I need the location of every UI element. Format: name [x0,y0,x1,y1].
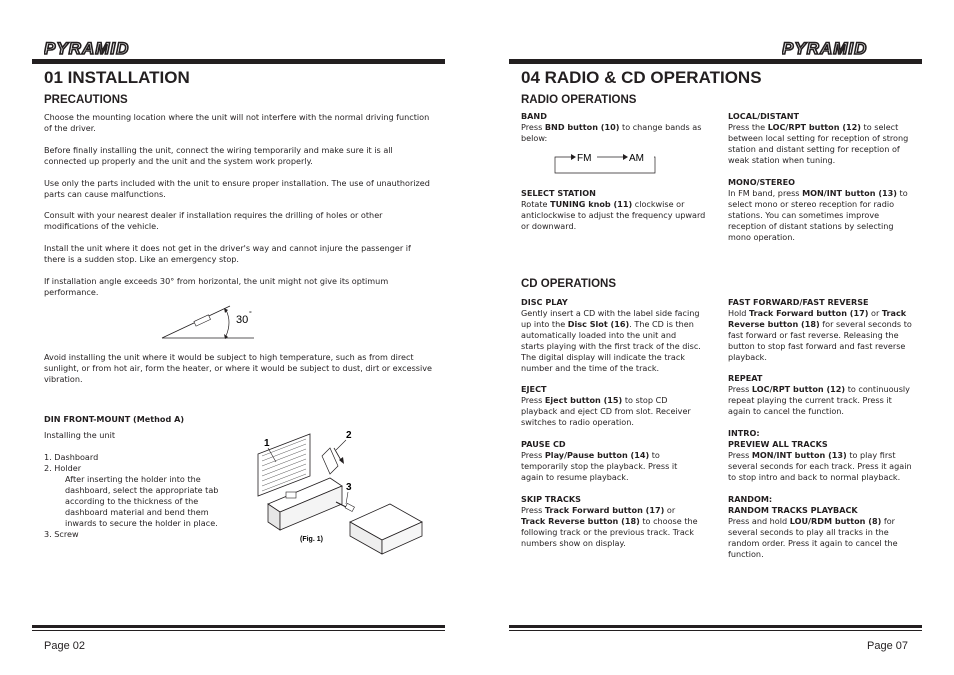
logo-text: PYRAMID [782,39,868,58]
din-intro: Installing the unit [44,430,115,440]
din-mount-figure [250,426,425,556]
logo-text: PYRAMID [44,39,130,58]
avoid-paragraph: Avoid installing the unit where it would be subject to high temperature, such as from direct sunlight, or from hot air, form the heater, or where it would be subject to dust, dirt or excessive vibration. [44,352,433,384]
precaution-paragraph: Install the unit where it does not get in the driver's way and cannot injure the passenger if there is a sudden stop. Like an emergency stop. [44,243,411,264]
pyramid-logo [44,38,172,58]
section-title: 04 RADIO & CD OPERATIONS [521,68,762,87]
page-number: Page 07 [867,640,908,652]
svg-text:°: ° [249,311,252,318]
select-station-block: SELECT STATION Rotate TUNING knob (11) clockwise or anticlockwise to adjust the frequency upward or downward. [521,188,706,231]
precaution-paragraph: Use only the parts included with the unit to ensure proper installation. The use of unauthorized parts can cause malfunctions. [44,178,430,199]
din-heading: DIN FRONT-MOUNT (Method A) [44,414,185,424]
precaution-paragraph: Before finally installing the unit, connect the wiring temporarily and make sure it is all connected up properly and the unit and the system work properly. [44,145,393,166]
top-rule [509,59,922,64]
band-block: BAND Press BND button (10) to change bands as below: [521,111,702,143]
top-rule [32,59,445,64]
section-title: 01 INSTALLATION [44,68,190,87]
precaution-paragraph: Consult with your nearest dealer if installation requires the drilling of holes or other modifications of the vehicle. [44,210,383,231]
din-item-holder-detail: After inserting the holder into the dashboard, select the appropriate tab according to the thickness of the dashboard material and bend them inwards to secure the holder in place. [65,474,219,528]
eject-block: EJECT Press Eject button (15) to stop CD playback and eject CD from slot. Receiver switches to radio operation. [521,384,691,427]
din-item-dashboard: 1. Dashboard [44,452,99,462]
random-block: RANDOM: RANDOM TRACKS PLAYBACK Press and hold LOU/RDM button (8) for several seconds to play all tracks in the random order. Press it again to cancel the function. [728,494,898,559]
angle-figure [158,300,258,342]
disc-play-block: DISC PLAY Gently insert a CD with the label side facing up into the Disc Slot (16). The CD is then automatically loaded into the unit and starts playing with the first track of the disc. The digital display will indicate the track number and the time of the track. [521,297,701,373]
local-distant-block: LOCAL/DISTANT Press the LOC/RPT button (12) to select between local setting for reception of strong station and distant setting for reception of weak station when tuning. [728,111,909,165]
right-page [477,0,954,675]
angle-label: 30 [236,314,249,326]
band-am: AM [629,153,644,164]
skip-tracks-block: SKIP TRACKS Press Track Forward button (17) or Track Reverse button (18) to choose the following track or the previous track. Track numbers show on display. [521,494,698,548]
band-fm: FM [577,153,592,164]
precautions-heading: PRECAUTIONS [44,94,128,106]
din-item-screw: 3. Screw [44,529,79,539]
mono-stereo-block: MONO/STEREO In FM band, press MON/INT button (13) to select mono or stereo reception for radio stations. You can sometimes improve reception of distant stations by selecting mono operation. [728,177,908,242]
precaution-paragraph: If installation angle exceeds 30° from horizontal, the unit might not give its optimum performance. [44,276,389,297]
intro-block: INTRO: PREVIEW ALL TRACKS Press MON/INT button (13) to play first several seconds for each track. Press it again to stop intro and back to normal playback. [728,428,912,482]
din-item-holder: 2. Holder [44,463,82,473]
bottom-rule [32,625,445,631]
band-cycle-diagram [551,146,657,176]
page-number: Page 02 [44,640,85,652]
pyramid-logo [782,38,910,58]
fast-forward-block: FAST FORWARD/FAST REVERSE Hold Track Forward button (17) or Track Reverse button (18) for several seconds to fast forward or fast reverse. Releasing the button to stop fast forward and fast reverse playback. [728,297,912,362]
fig-caption: (Fig. 1) [300,536,323,543]
callout-3: 3 [346,482,352,493]
bottom-rule [509,625,922,631]
cd-heading: CD OPERATIONS [521,278,616,290]
pause-block: PAUSE CD Press Play/Pause button (14) to temporarily stop the playback. Press it again to resume playback. [521,439,678,482]
precaution-paragraph: Choose the mounting location where the unit will not interfere with the normal driving function of the driver. [44,112,430,133]
callout-2: 2 [346,430,352,441]
callout-1: 1 [264,438,270,449]
repeat-block: REPEAT Press LOC/RPT button (12) to continuously repeat playing the current track. Press it again to cancel the function. [728,373,910,416]
radio-heading: RADIO OPERATIONS [521,94,637,106]
